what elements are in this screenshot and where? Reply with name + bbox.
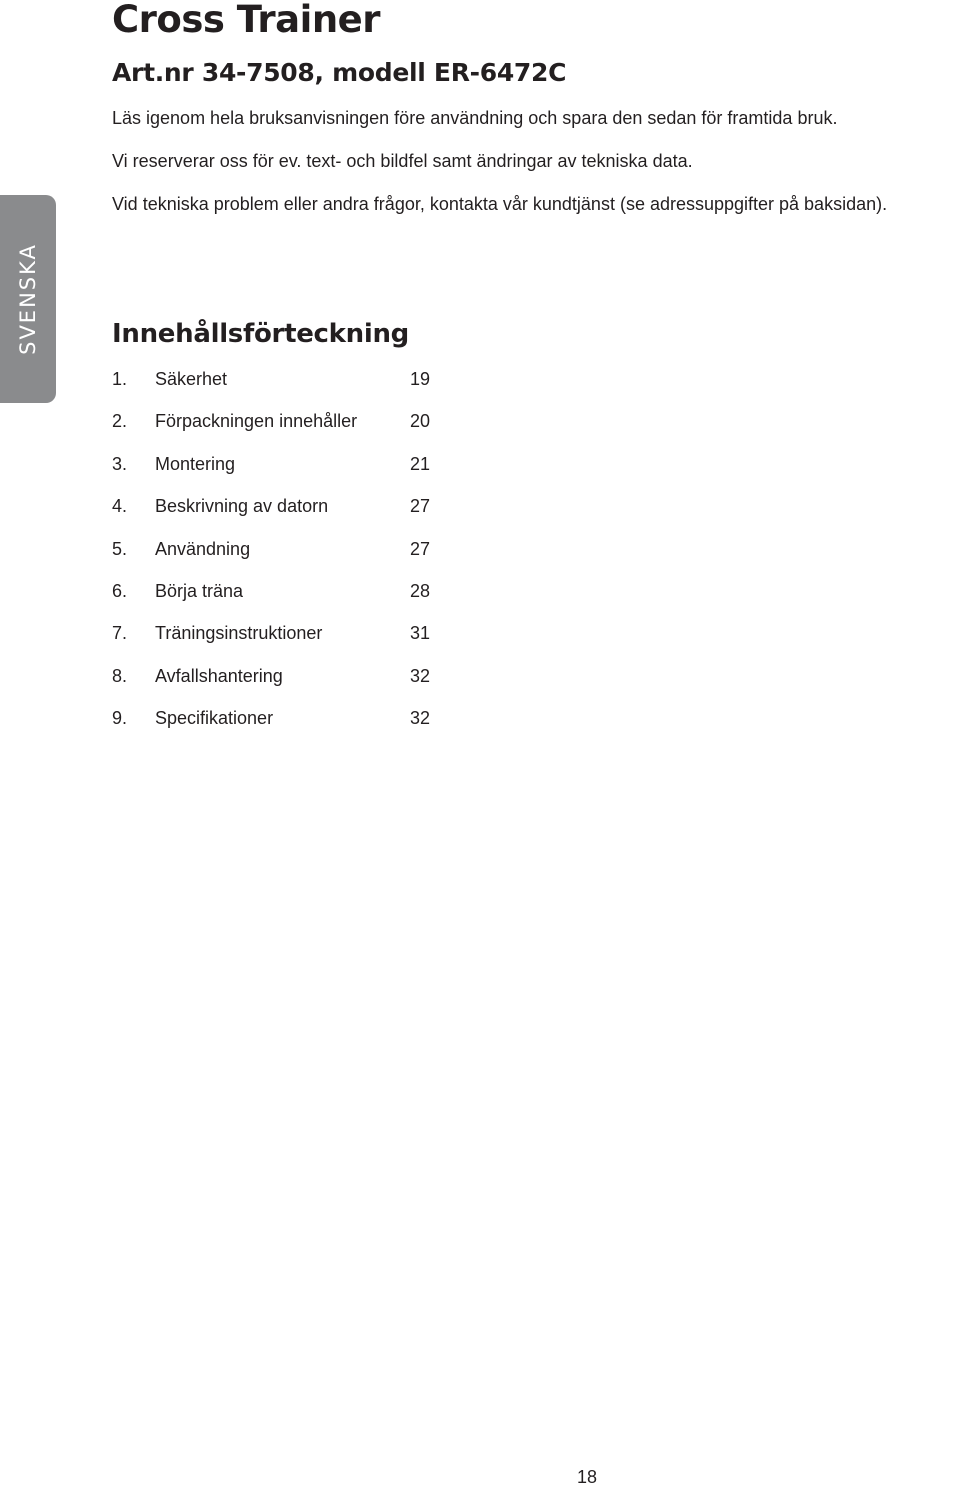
toc-item-label: Avfallshantering bbox=[155, 665, 283, 686]
article-number-heading: Art.nr 34-7508, modell ER-6472C bbox=[112, 58, 567, 87]
toc-item-page: 27 bbox=[410, 538, 431, 559]
toc-heading: Innehållsförteckning bbox=[112, 319, 409, 349]
toc-item-label: Beskrivning av datorn bbox=[155, 496, 329, 517]
toc-item-page: 28 bbox=[410, 580, 431, 601]
page-number: 18 bbox=[577, 1467, 598, 1487]
toc-item-label: Specifikationer bbox=[155, 708, 274, 729]
toc-item-number: 9. bbox=[112, 708, 128, 729]
toc-item-beskrivning bbox=[112, 495, 442, 537]
toc-item-page: 20 bbox=[410, 411, 431, 432]
toc-item-label: Träningsinstruktioner bbox=[155, 623, 323, 644]
toc-item-number: 1. bbox=[112, 369, 128, 389]
table-of-contents bbox=[112, 368, 442, 750]
toc-item-number: 5. bbox=[112, 538, 128, 559]
toc-item-number: 4. bbox=[112, 496, 128, 517]
toc-item-traningsinstruktioner bbox=[112, 622, 442, 664]
toc-item-label: Börja träna bbox=[155, 580, 244, 601]
toc-item-number: 6. bbox=[112, 580, 128, 601]
intro-line-support: Vid tekniska problem eller andra frågor, kontakta vår kundtjänst (se adressuppgifter på baksidan). bbox=[112, 194, 888, 214]
toc-item-label: Användning bbox=[155, 538, 251, 559]
intro-line-read-manual: Läs igenom hela bruksanvisningen före användning och spara den sedan för framtida bruk. bbox=[112, 108, 838, 128]
toc-item-page: 31 bbox=[410, 623, 431, 644]
toc-item-sakerhet bbox=[112, 368, 442, 410]
toc-item-page: 21 bbox=[410, 453, 431, 474]
toc-item-page: 19 bbox=[410, 369, 431, 389]
toc-item-page: 32 bbox=[410, 665, 431, 686]
toc-item-forpackningen bbox=[112, 410, 442, 452]
toc-item-specifikationer bbox=[112, 707, 442, 749]
toc-item-number: 7. bbox=[112, 623, 128, 644]
page-title: Cross Trainer bbox=[112, 0, 381, 41]
toc-item-page: 32 bbox=[410, 708, 431, 729]
toc-item-number: 8. bbox=[112, 665, 128, 686]
toc-item-number: 3. bbox=[112, 453, 128, 474]
toc-item-page: 27 bbox=[410, 496, 431, 517]
toc-item-anvandning bbox=[112, 538, 442, 580]
language-tab-label: SVENSKA bbox=[16, 243, 40, 355]
toc-item-label: Förpackningen innehåller bbox=[155, 411, 358, 432]
intro-line-reservation: Vi reserverar oss för ev. text- och bildfel samt ändringar av tekniska data. bbox=[112, 151, 693, 171]
toc-item-borja-trana bbox=[112, 580, 442, 622]
toc-item-label: Montering bbox=[155, 453, 236, 474]
toc-item-avfallshantering bbox=[112, 665, 442, 707]
toc-item-number: 2. bbox=[112, 411, 128, 432]
toc-item-label: Säkerhet bbox=[155, 369, 228, 389]
toc-item-montering bbox=[112, 453, 442, 495]
